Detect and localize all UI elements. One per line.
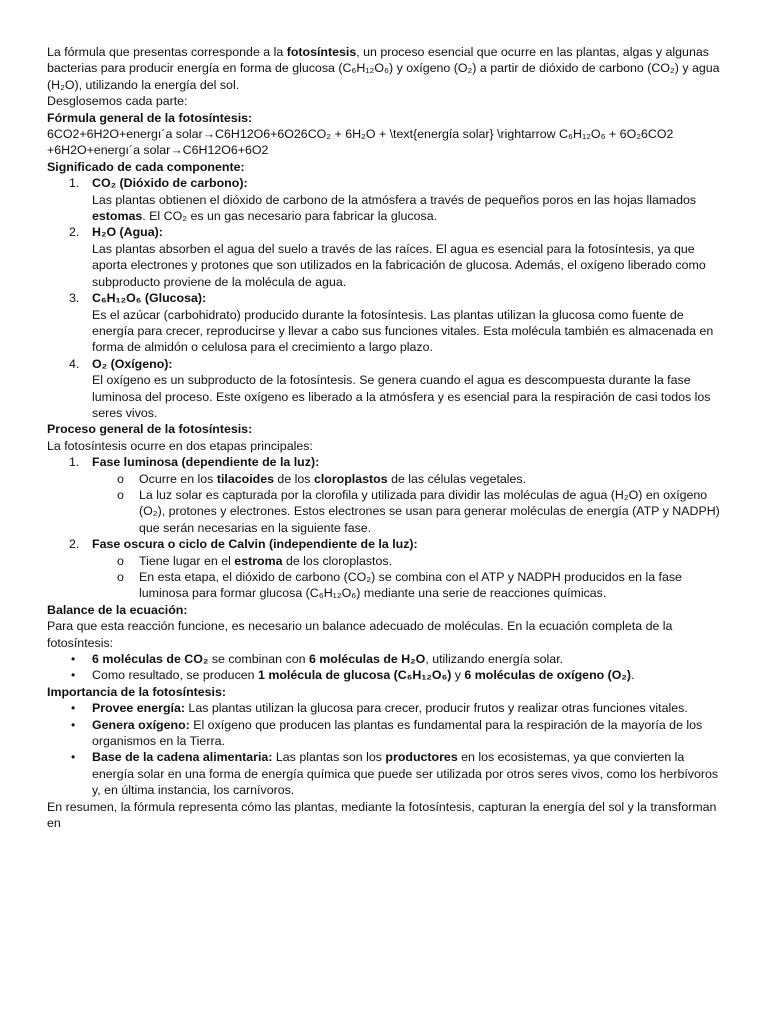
phase-light-bullets <box>47 471 727 537</box>
phase-title: Fase luminosa (dependiente de la luz): <box>92 455 320 470</box>
formula-line-1: 6CO2+6H2O+energı´a solar→C6H12O6+6O26CO₂ + 6H₂O + \text{energía solar} \rightarrow C₆H₁₂O₆ + 6O₂6CO2 <box>47 127 674 142</box>
process-intro: La fotosíntesis ocurre en dos etapas principales: <box>47 438 313 453</box>
document-body <box>47 44 727 832</box>
formula-line-2: +6H2O+energı´a solar→C6H12O6+6O2 <box>47 143 269 158</box>
component-title: O₂ (Oxígeno): <box>92 356 173 371</box>
balance-intro: Para que esta reacción funcione, es necesario un balance adecuado de moléculas. En la ecuación completa de la fotosíntesis: <box>47 619 673 650</box>
phase-title: Fase oscura o ciclo de Calvin (independiente de la luz): <box>92 537 418 552</box>
breakdown-line: Desglosemos cada parte: <box>47 94 188 109</box>
importance-list <box>47 700 727 798</box>
component-o2: 4. O₂ (Oxígeno): El oxígeno es un subproducto de la fotosíntesis. Se genera cuando el agua es descompuesta durante la fase luminosa del proceso. Este oxígeno es liberado a la atmósfera y es esencial para la respiración de casi todos los seres vivos. <box>69 356 711 420</box>
component-title: H₂O (Agua): <box>92 225 163 240</box>
formula-heading: Fórmula general de la fotosíntesis: <box>47 110 253 125</box>
list-item: • Como resultado, se producen 1 molécula de glucosa (C₆H₁₂O₆) y 6 moléculas de oxígeno (O₂). <box>71 668 635 683</box>
list-item: • Genera oxígeno: El oxígeno que producen las plantas es fundamental para la respiración de la mayoría de los organismos en la Tierra. <box>71 717 703 749</box>
process-heading: Proceso general de la fotosíntesis: <box>47 422 253 437</box>
balance-list <box>47 651 727 684</box>
components-list <box>47 175 727 421</box>
component-glucose: 3. C₆H₁₂O₆ (Glucosa): Es el azúcar (carbohidrato) producido durante la fotosíntesis. Las plantas utilizan la glucosa como fuente de energía para crecer, reproducirse y llevar a cabo sus funciones vitales. Esta molécula también es almacenada en forma de almidón o celulosa para el crecimiento a largo plazo. <box>69 291 714 355</box>
phase-dark-bullets <box>47 553 727 602</box>
component-title: CO₂ (Dióxido de carbono): <box>92 176 248 191</box>
list-item: • Base de la cadena alimentaria: Las plantas son los productores en los ecosistemas, ya que convierten la energía solar en una forma de energía química que puede ser utilizada por otros seres vivos, como los herbívoros y, en última instancia, los carnívoros. <box>71 750 719 798</box>
phase-dark: 2. Fase oscura o ciclo de Calvin (independiente de la luz): <box>69 537 418 552</box>
balance-heading: Balance de la ecuación: <box>47 602 188 617</box>
list-item: o En esta etapa, el dióxido de carbono (CO₂) se combina con el ATP y NADPH producidos en la fase luminosa para formar glucosa (C₆H₁₂O₆) mediante una serie de reacciones químicas. <box>117 570 682 601</box>
list-item: • Provee energía: Las plantas utilizan la glucosa para crecer, producir frutos y realizar otras funciones vitales. <box>71 701 688 716</box>
list-item: o Tiene lugar en el estroma de los cloroplastos. <box>117 553 393 568</box>
process-phases-list-2 <box>47 536 727 552</box>
phase-light: 1. Fase luminosa (dependiente de la luz): <box>69 455 320 470</box>
list-item: • 6 moléculas de CO₂ se combinan con 6 moléculas de H₂O, utilizando energía solar. <box>71 652 564 667</box>
conclusion-paragraph: En resumen, la fórmula representa cómo las plantas, mediante la fotosíntesis, capturan la energía del sol y la transforman en <box>47 799 717 831</box>
intro-paragraph: La fórmula que presentas corresponde a la fotosíntesis, un proceso esencial que ocurre en las plantas, algas y algunas bacterias para producir energía en forma de glucosa (C₆H₁₂O₆) y oxígeno (O₂) a partir de dióxido de carbono (CO₂) y agua (H₂O), utilizando la energía del sol. <box>47 45 720 92</box>
list-item: o Ocurre en los tilacoides de los cloroplastos de las células vegetales. <box>117 471 527 486</box>
process-phases-list <box>47 454 727 470</box>
importance-heading: Importancia de la fotosíntesis: <box>47 684 227 699</box>
component-co2: 1. CO₂ (Dióxido de carbono): Las plantas obtienen el dióxido de carbono de la atmósfera a través de pequeños poros en las hojas llamados estomas. El CO₂ es un gas necesario para fabricar la glucosa. <box>69 176 697 224</box>
component-title: C₆H₁₂O₆ (Glucosa): <box>92 291 207 306</box>
component-h2o: 2. H₂O (Agua): Las plantas absorben el agua del suelo a través de las raíces. El agua es esencial para la fotosíntesis, ya que aporta electrones y protones que son utilizados en la fabricación de glucosa. Además, el oxígeno liberado como subproducto proviene de la molécula de agua. <box>69 225 706 289</box>
list-item: o La luz solar es capturada por la clorofila y utilizada para dividir las moléculas de agua (H₂O) en oxígeno (O₂), protones y electrones. Estos electrones se usan para generar moléculas de energía (ATP y NADPH) que serán necesarias en la siguiente fase. <box>117 487 720 535</box>
components-heading: Significado de cada componente: <box>47 159 245 174</box>
